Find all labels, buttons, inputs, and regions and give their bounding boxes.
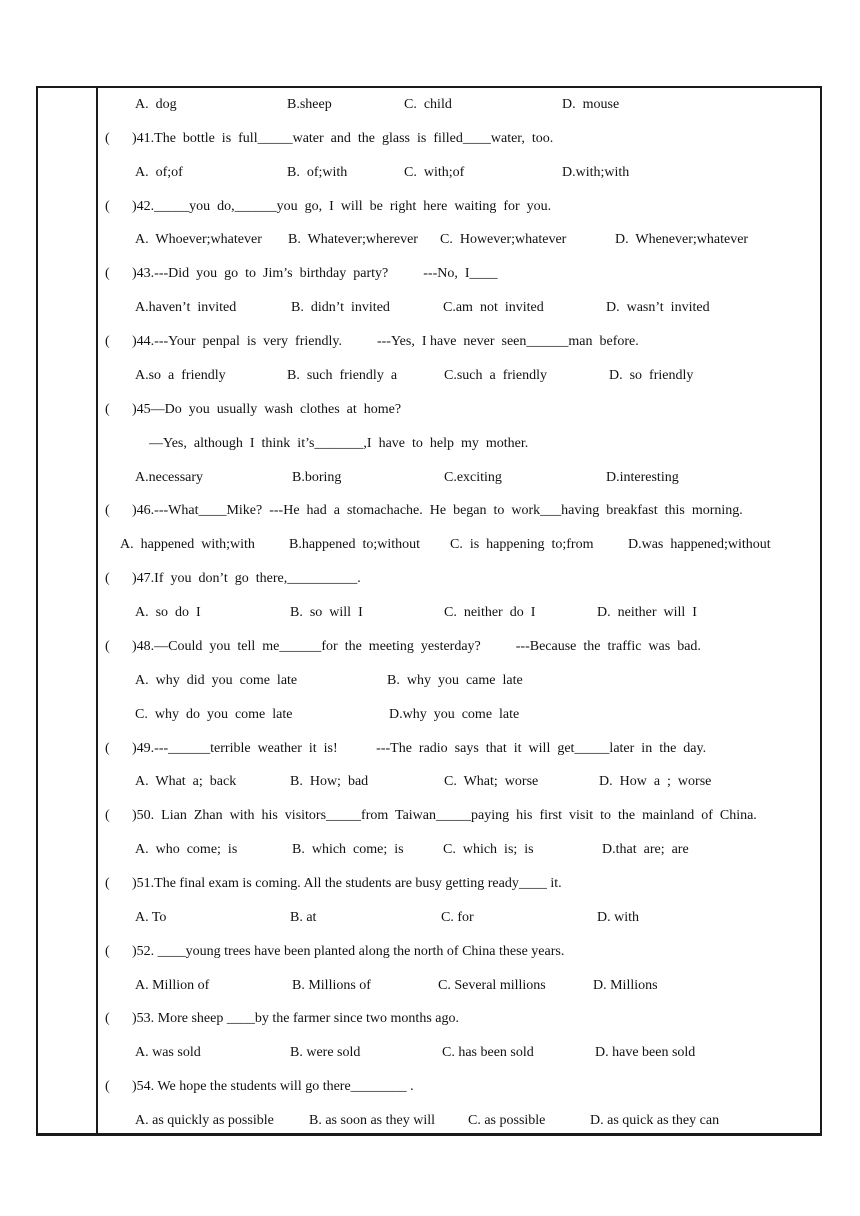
answer-paren: ( (105, 334, 110, 350)
answer-option: A.so a friendly (135, 367, 226, 383)
question-text: )52. ____young trees have been planted along the north of China these years. (132, 943, 565, 959)
answer-option: D.with;with (562, 164, 630, 180)
answer-option: C.am not invited (443, 300, 544, 316)
question-text: )44.---Your penpal is very friendly. ---Yes, I have never seen______man before. (132, 334, 639, 350)
answer-option: A. To (135, 909, 167, 925)
answer-option: B. were sold (290, 1045, 361, 1061)
answer-option: A. of;of (135, 164, 183, 180)
answer-option: C. What; worse (444, 774, 539, 790)
answer-option: B.boring (292, 469, 342, 485)
answer-option: D.that are; are (602, 842, 689, 858)
answer-option: C. However;whatever (440, 232, 567, 248)
answer-option: C.such a friendly (444, 367, 548, 383)
answer-option: C. for (441, 909, 474, 925)
answer-option: D.why you come late (389, 706, 520, 722)
answer-paren: ( (105, 571, 110, 587)
answer-option: D. as quick as they can (590, 1113, 720, 1129)
question-text: )42._____you do,______you go, I will be right here waiting for you. (132, 198, 552, 214)
answer-option: D. Millions (593, 977, 658, 993)
answer-option: B. of;with (287, 164, 348, 180)
answer-paren: ( (105, 638, 110, 654)
answer-option: D.interesting (606, 469, 679, 485)
answer-option: B. which come; is (292, 842, 404, 858)
question-text: )51.The final exam is coming. All the students are busy getting ready____ it. (132, 876, 562, 891)
answer-option: A. Whoever;whatever (135, 232, 262, 248)
answer-option: B. such friendly a (287, 367, 398, 383)
answer-option: C.exciting (444, 469, 502, 485)
question-text: )46.---What____Mike? ---He had a stomachache. He began to work___having breakfast this morning. (132, 503, 743, 519)
question-text: )45—Do you usually wash clothes at home? (132, 401, 402, 417)
question-continuation: —Yes, although I think it’s_______,I have to help my mother. (149, 435, 529, 451)
answer-option: B. Millions of (292, 977, 371, 993)
answer-paren: ( (105, 1079, 110, 1095)
answer-option: D. have been sold (595, 1045, 696, 1061)
answer-paren: ( (105, 401, 110, 417)
answer-paren: ( (105, 740, 110, 756)
answer-option: B. Whatever;wherever (288, 232, 418, 248)
answer-option: B. How; bad (290, 774, 369, 790)
answer-paren: ( (105, 266, 110, 282)
answer-option: A. was sold (135, 1045, 201, 1061)
answer-option: A.haven’t invited (135, 300, 237, 316)
answer-option: D. neither will I (597, 605, 697, 621)
question-text: )41.The bottle is full_____water and the glass is filled____water, too. (132, 130, 554, 146)
answer-option: B.happened to;without (289, 537, 421, 553)
answer-option: C. neither do I (444, 605, 536, 621)
answer-option: D. Whenever;whatever (615, 232, 749, 248)
answer-option: B. at (290, 909, 317, 925)
answer-paren: ( (105, 1011, 110, 1027)
answer-paren: ( (105, 503, 110, 519)
answer-option: A. why did you come late (135, 672, 298, 688)
answer-option: B. why you came late (387, 672, 523, 688)
question-text: )50. Lian Zhan with his visitors_____from Taiwan_____paying his first visit to the mainland of China. (132, 808, 757, 824)
answer-option: D. mouse (562, 97, 620, 112)
answer-option: B.sheep (287, 97, 332, 112)
answer-option: C. as possible (468, 1113, 546, 1129)
answer-option: B. didn’t invited (291, 300, 390, 316)
answer-paren: ( (105, 876, 110, 891)
answer-paren: ( (105, 943, 110, 959)
answer-option: A.necessary (135, 469, 204, 485)
answer-option: C. why do you come late (135, 706, 293, 722)
answer-option: D. How a ; worse (599, 774, 712, 790)
answer-option: A. Million of (135, 977, 210, 993)
answer-option: C. which is; is (443, 842, 534, 858)
answer-option: B. as soon as they will (309, 1113, 435, 1129)
question-text: )49.---______terrible weather it is! ---The radio says that it will get_____later in the day. (132, 740, 707, 756)
question-text: )47.If you don’t go there,__________. (132, 571, 361, 587)
answer-option: C. Several millions (438, 977, 546, 993)
answer-option: A. as quickly as possible (135, 1113, 274, 1129)
answer-paren: ( (105, 808, 110, 824)
answer-option: A. happened with;with (120, 537, 255, 553)
answer-option: D. so friendly (609, 367, 694, 383)
answer-option: A. who come; is (135, 842, 238, 858)
answer-paren: ( (105, 198, 110, 214)
answer-option: C. with;of (404, 164, 465, 180)
answer-option: A. so do I (135, 605, 201, 621)
answer-option: C. child (404, 97, 452, 112)
answer-option: B. so will I (290, 605, 363, 621)
answer-option: C. is happening to;from (450, 537, 594, 553)
answer-option: C. has been sold (442, 1045, 534, 1061)
answer-option: A. dog (135, 97, 177, 112)
answer-option: A. What a; back (135, 774, 237, 790)
answer-paren: ( (105, 130, 110, 146)
answer-option: D.was happened;without (628, 537, 771, 553)
question-text: )54. We hope the students will go there________ . (132, 1079, 414, 1095)
question-text: )53. More sheep ____by the farmer since two months ago. (132, 1011, 459, 1027)
column-divider (96, 86, 98, 1136)
answer-option: D. wasn’t invited (606, 300, 710, 316)
question-text: )48.—Could you tell me______for the meeting yesterday? ---Because the traffic was bad. (132, 638, 701, 654)
question-text: )43.---Did you go to Jim’s birthday party? ---No, I____ (132, 266, 498, 282)
answer-option: D. with (597, 909, 639, 925)
